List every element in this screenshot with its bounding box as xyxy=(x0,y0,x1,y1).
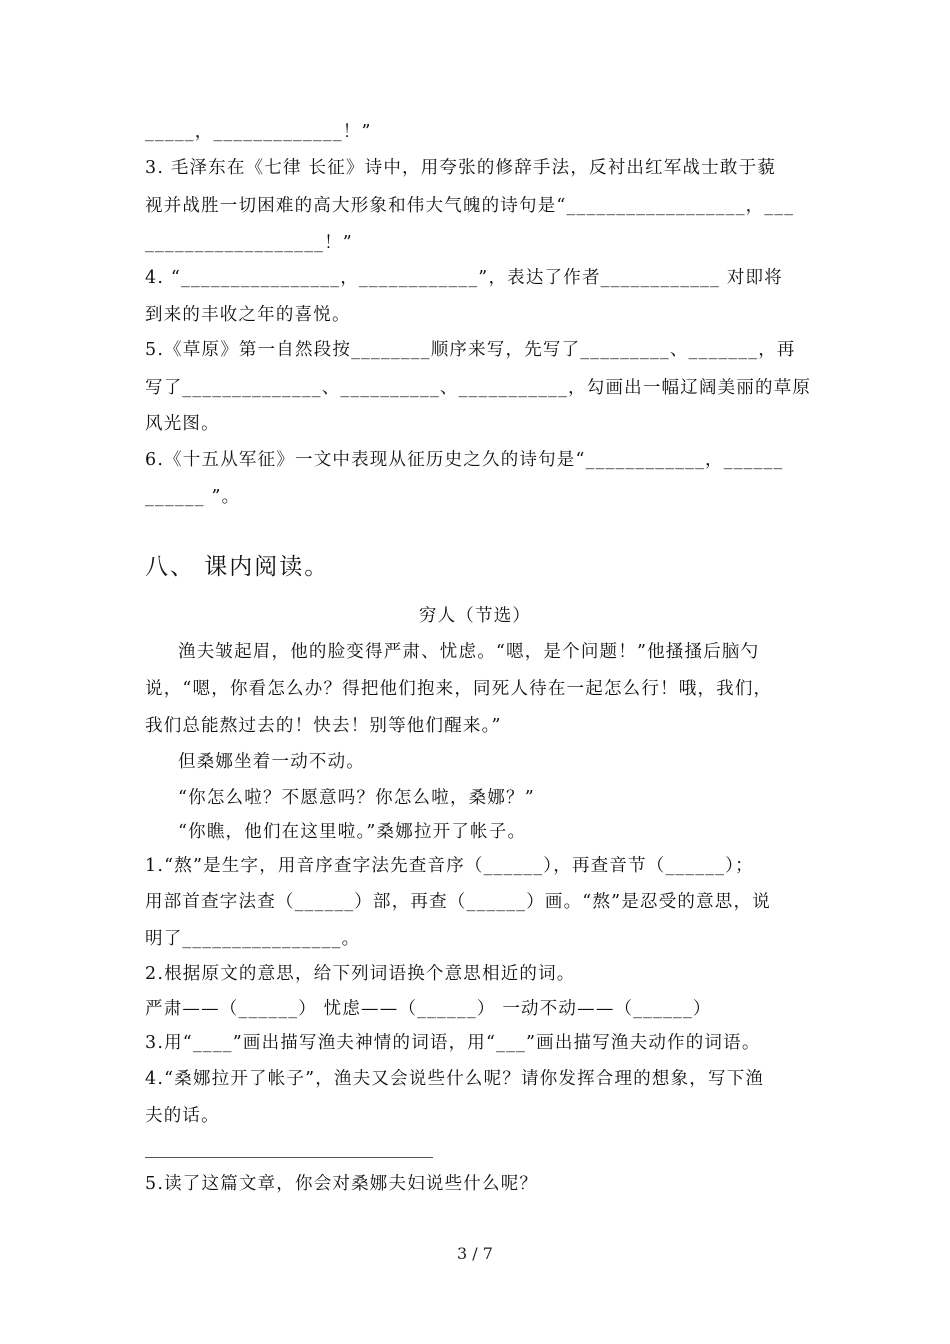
passage-paragraph: “你怎么啦？不愿意吗？你怎么啦，桑娜？” xyxy=(178,788,535,808)
question-5-line-2: 写了______________、__________、___________，勾画出一幅辽阔美丽的草原 xyxy=(145,378,812,398)
question-3-line-1: 3. 毛泽东在《七律 长征》诗中，用夸张的修辞手法，反衬出红军战士敢于藐 xyxy=(145,158,777,178)
passage-paragraph: 我们总能熬过去的！快去！别等他们醒来。” xyxy=(145,716,502,736)
question-5-line-3: 风光图。 xyxy=(145,414,220,434)
reading-question-2-words: 严肃——（______） 忧虑——（______） 一动不动——（______） xyxy=(145,999,712,1019)
passage-paragraph: “你瞧，他们在这里啦。”桑娜拉开了帐子。 xyxy=(178,822,527,842)
passage-paragraph: 但桑娜坐着一动不动。 xyxy=(178,752,365,772)
page-number: 3 / 7 xyxy=(457,1244,493,1263)
reading-question-4-line-1: 4.“桑娜拉开了帐子”，渔夫又会说些什么呢？请你发挥合理的想象，写下渔 xyxy=(145,1069,765,1089)
text-line: _____，_____________！” xyxy=(145,122,372,142)
reading-question-5: 5.读了这篇文章，你会对桑娜夫妇说些什么呢？ xyxy=(145,1174,539,1194)
reading-question-1-line-2: 用部首查字法查（______）部，再查（______）画。“熬”是忍受的意思，说 xyxy=(145,892,771,912)
reading-question-1-line-1: 1.“熬”是生字，用音序查字法先查音序（______），再查音节（______）； xyxy=(145,856,754,876)
question-5-line-1: 5.《草原》第一自然段按________顺序来写，先写了_________、_______，再 xyxy=(145,340,796,360)
section-heading: 八、 课内阅读。 xyxy=(145,554,330,580)
reading-question-1-line-3: 明了________________。 xyxy=(145,929,361,949)
question-6-line-2: ______ ”。 xyxy=(145,487,241,507)
question-6-line-1: 6.《十五从军征》一文中表现从征历史之久的诗句是“____________，______ xyxy=(145,450,784,470)
passage-paragraph: 渔夫皱起眉，他的脸变得严肃、忧虑。“嗯，是个问题！”他搔搔后脑勺 xyxy=(178,642,760,662)
question-4-line-2: 到来的丰收之年的喜悦。 xyxy=(145,305,351,325)
question-3-line-3: __________________！” xyxy=(145,233,353,253)
reading-question-3: 3.用“____”画出描写渔夫神情的词语，用“___”画出描写渔夫动作的词语。 xyxy=(145,1033,761,1053)
reading-question-2: 2.根据原文的意思，给下列词语换个意思相近的词。 xyxy=(145,964,576,984)
answer-line xyxy=(145,1157,433,1158)
passage-title: 穷人（节选） xyxy=(418,606,532,626)
question-3-line-2: 视并战胜一切困难的高大形象和伟大气魄的诗句是“__________________，___ xyxy=(145,196,795,216)
passage-paragraph: 说，“嗯，你看怎么办？得把他们抱来，同死人待在一起怎么行！哦，我们， xyxy=(145,679,773,699)
question-4-line-1: 4. “________________，____________”，表达了作者____________ 对即将 xyxy=(145,268,783,288)
reading-question-4-line-2: 夫的话。 xyxy=(145,1106,220,1126)
